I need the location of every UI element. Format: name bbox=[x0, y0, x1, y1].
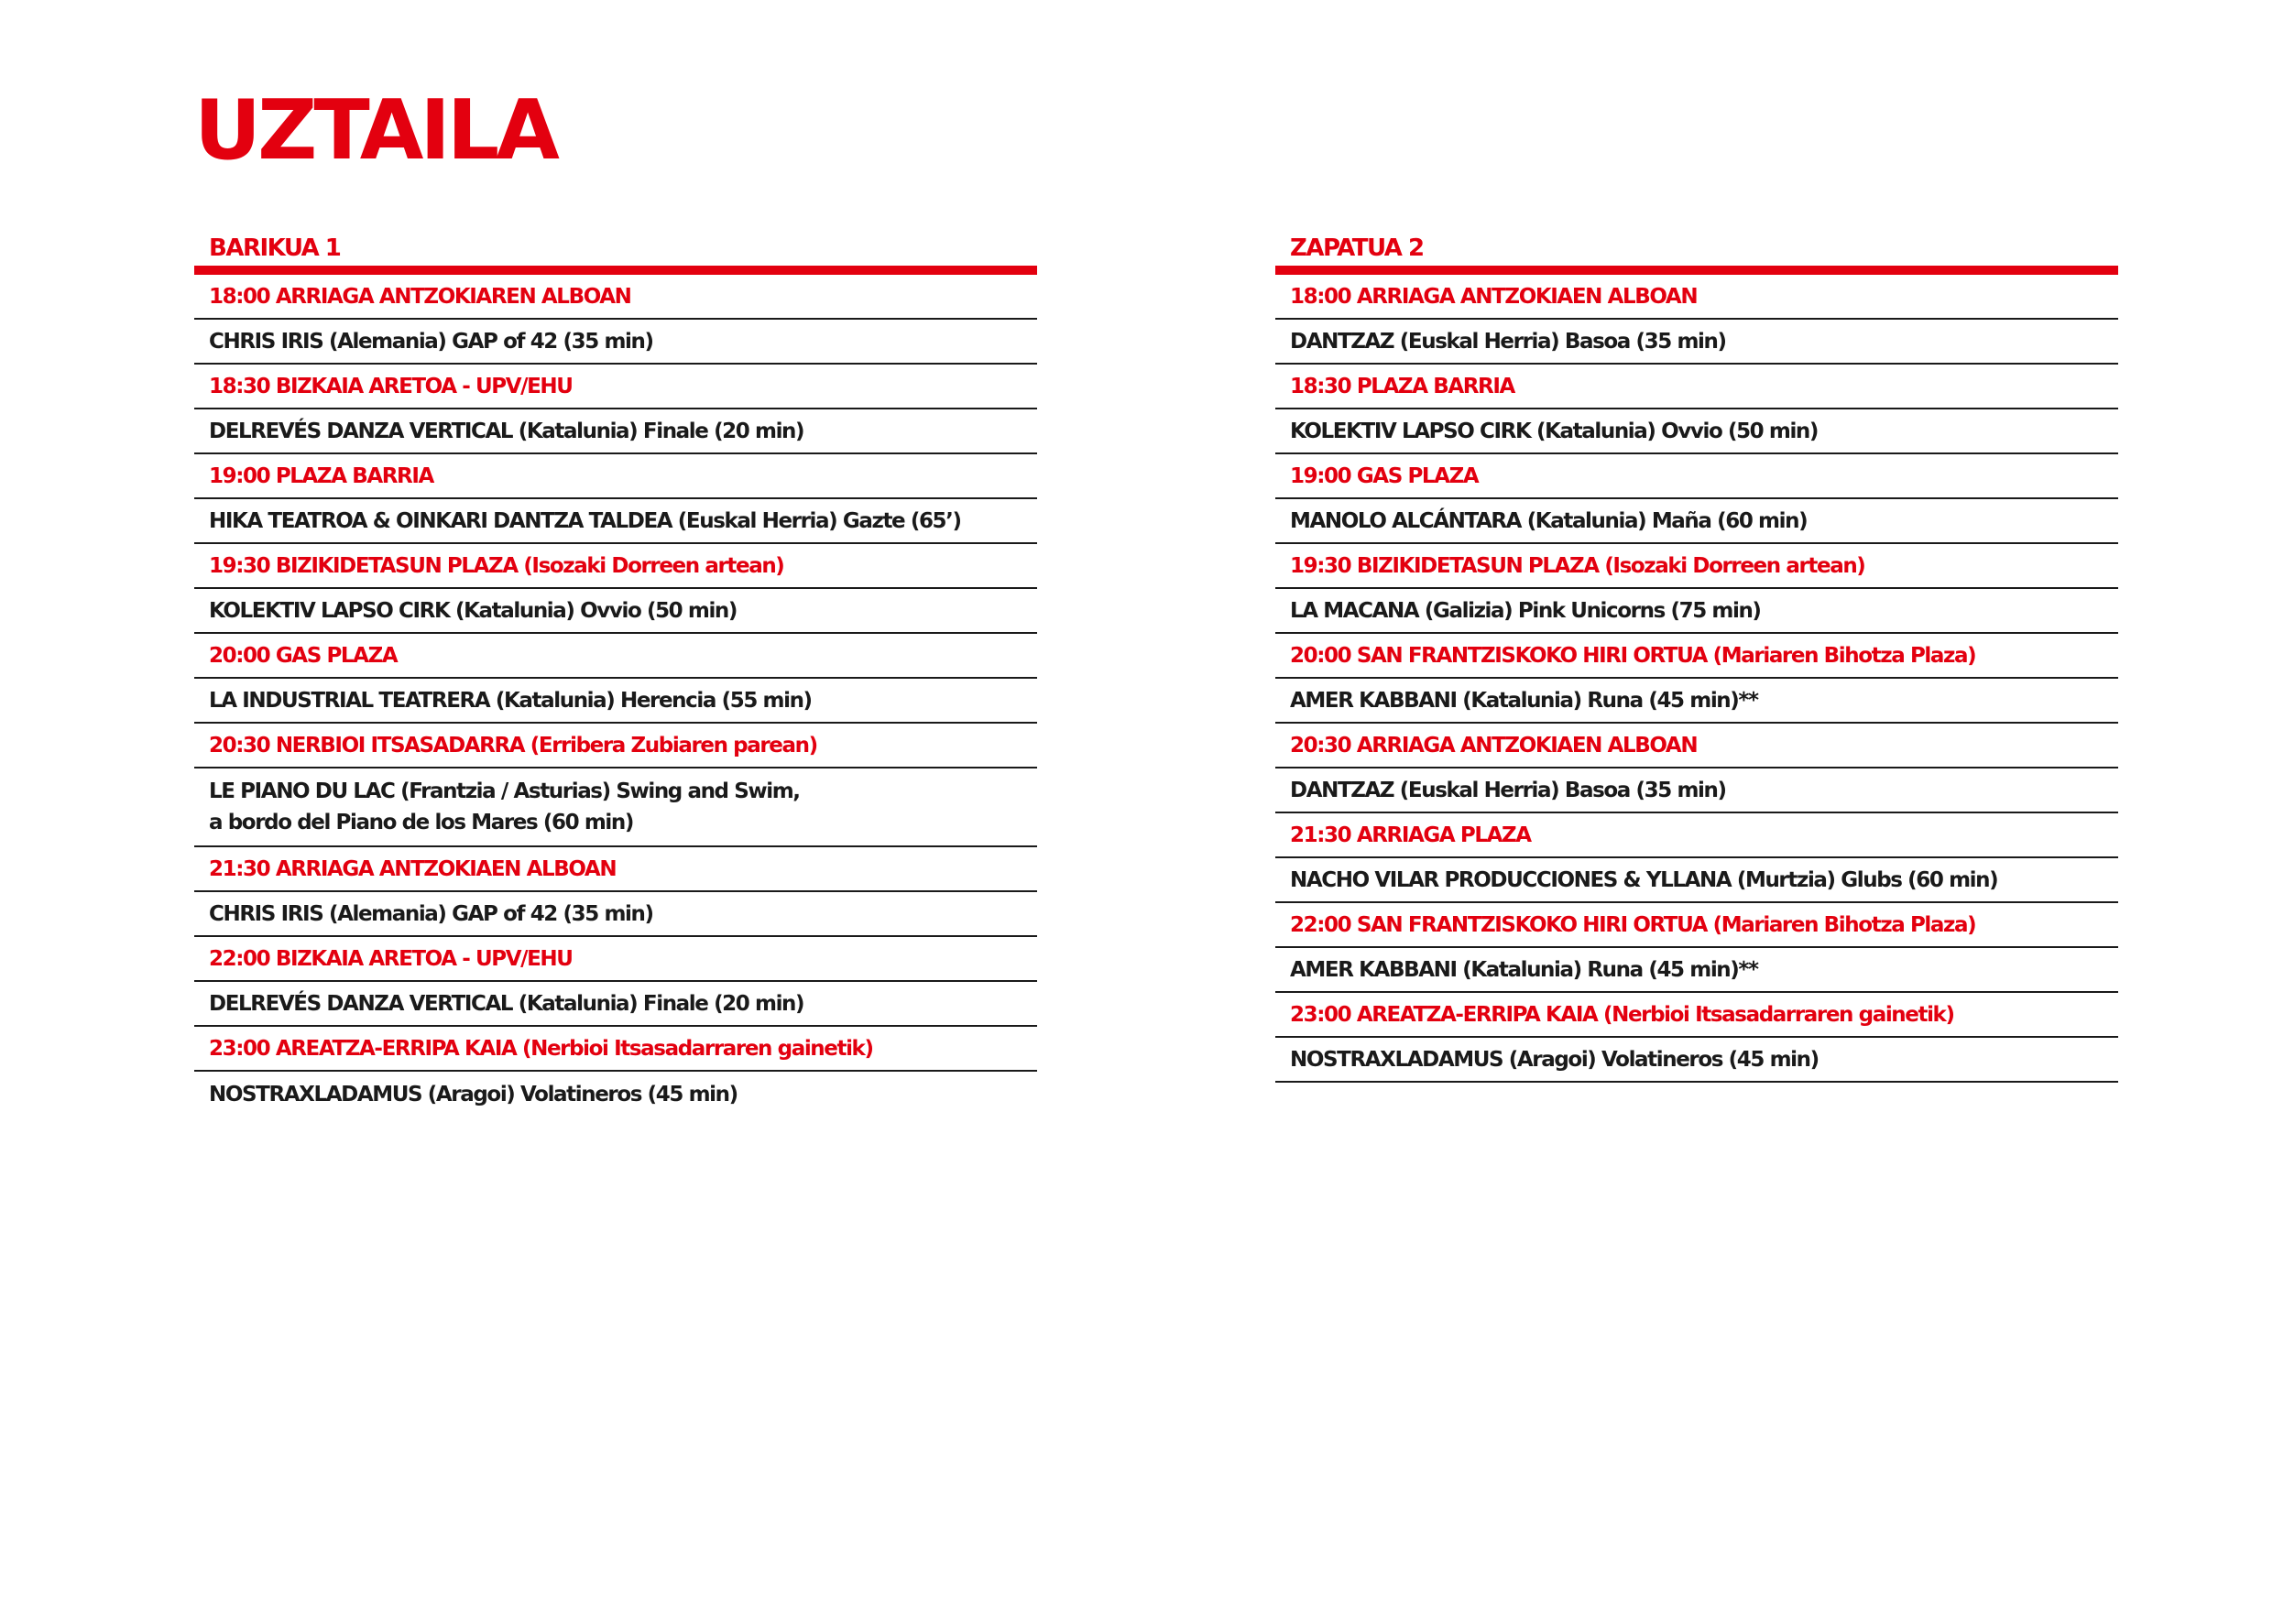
show-row: DELREVÉS DANZA VERTICAL (Katalunia) Finale (20 min) bbox=[194, 982, 1037, 1027]
venue-row: 22:00 SAN FRANTZISKOKO HIRI ORTUA (Mariaren Bihotza Plaza) bbox=[1275, 903, 2118, 948]
show-row: DANTZAZ (Euskal Herria) Basoa (35 min) bbox=[1275, 768, 2118, 813]
show-row: AMER KABBANI (Katalunia) Runa (45 min)** bbox=[1275, 679, 2118, 724]
show-row: LA MACANA (Galizia) Pink Unicorns (75 min) bbox=[1275, 589, 2118, 634]
show-row-line: LE PIANO DU LAC (Frantzia / Asturias) Swing and Swim, bbox=[209, 779, 800, 803]
venue-row: 20:00 GAS PLAZA bbox=[194, 634, 1037, 679]
venue-row: 18:00 ARRIAGA ANTZOKIAREN ALBOAN bbox=[194, 275, 1037, 320]
day-column-friday bbox=[194, 231, 1037, 1117]
show-row: LA INDUSTRIAL TEATRERA (Katalunia) Herencia (55 min) bbox=[194, 679, 1037, 724]
venue-row: 20:00 SAN FRANTZISKOKO HIRI ORTUA (Mariaren Bihotza Plaza) bbox=[1275, 634, 2118, 679]
show-row: HIKA TEATROA & OINKARI DANTZA TALDEA (Euskal Herria) Gazte (65’) bbox=[194, 499, 1037, 544]
show-row bbox=[194, 768, 1037, 847]
venue-row: 20:30 NERBIOI ITSASADARRA (Erribera Zubiaren parean) bbox=[194, 724, 1037, 768]
day-header: BARIKUA 1 bbox=[194, 231, 1037, 275]
show-row-line: a bordo del Piano de los Mares (60 min) bbox=[209, 811, 633, 834]
show-row: KOLEKTIV LAPSO CIRK (Katalunia) Ovvio (50 min) bbox=[194, 589, 1037, 634]
show-row: CHRIS IRIS (Alemania) GAP of 42 (35 min) bbox=[194, 320, 1037, 365]
show-row: NOSTRAXLADAMUS (Aragoi) Volatineros (45 min) bbox=[209, 1082, 738, 1106]
show-row: MANOLO ALCÁNTARA (Katalunia) Maña (60 min) bbox=[1275, 499, 2118, 544]
venue-row: 19:00 GAS PLAZA bbox=[1275, 454, 2118, 499]
venue-row: 21:30 ARRIAGA PLAZA bbox=[1275, 813, 2118, 858]
show-row: NOSTRAXLADAMUS (Aragoi) Volatineros (45 min) bbox=[1275, 1038, 2118, 1083]
show-row: DANTZAZ (Euskal Herria) Basoa (35 min) bbox=[1275, 320, 2118, 365]
show-row: CHRIS IRIS (Alemania) GAP of 42 (35 min) bbox=[194, 892, 1037, 937]
show-row: DELREVÉS DANZA VERTICAL (Katalunia) Finale (20 min) bbox=[194, 409, 1037, 454]
venue-row: 21:30 ARRIAGA ANTZOKIAEN ALBOAN bbox=[194, 847, 1037, 892]
venue-row: 23:00 AREATZA-ERRIPA KAIA (Nerbioi Itsasadarraren gainetik) bbox=[1275, 993, 2118, 1038]
day-header: ZAPATUA 2 bbox=[1275, 231, 2118, 275]
venue-row: 18:30 BIZKAIA ARETOA - UPV/EHU bbox=[194, 365, 1037, 409]
venue-row: 18:00 ARRIAGA ANTZOKIAEN ALBOAN bbox=[1275, 275, 2118, 320]
venue-row: 19:30 BIZIKIDETASUN PLAZA (Isozaki Dorreen artean) bbox=[1275, 544, 2118, 589]
day-column-saturday bbox=[1275, 231, 2118, 1083]
page-title: UZTAILA bbox=[194, 82, 556, 179]
venue-row: 23:00 AREATZA-ERRIPA KAIA (Nerbioi Itsasadarraren gainetik) bbox=[194, 1027, 1037, 1072]
venue-row: 18:30 PLAZA BARRIA bbox=[1275, 365, 2118, 409]
venue-row: 22:00 BIZKAIA ARETOA - UPV/EHU bbox=[194, 937, 1037, 982]
show-row: NACHO VILAR PRODUCCIONES & YLLANA (Murtzia) Glubs (60 min) bbox=[1275, 858, 2118, 903]
show-row: KOLEKTIV LAPSO CIRK (Katalunia) Ovvio (50 min) bbox=[1275, 409, 2118, 454]
venue-row: 19:30 BIZIKIDETASUN PLAZA (Isozaki Dorreen artean) bbox=[194, 544, 1037, 589]
venue-row: 19:00 PLAZA BARRIA bbox=[194, 454, 1037, 499]
show-row: AMER KABBANI (Katalunia) Runa (45 min)** bbox=[1275, 948, 2118, 993]
venue-row: 20:30 ARRIAGA ANTZOKIAEN ALBOAN bbox=[1275, 724, 2118, 768]
